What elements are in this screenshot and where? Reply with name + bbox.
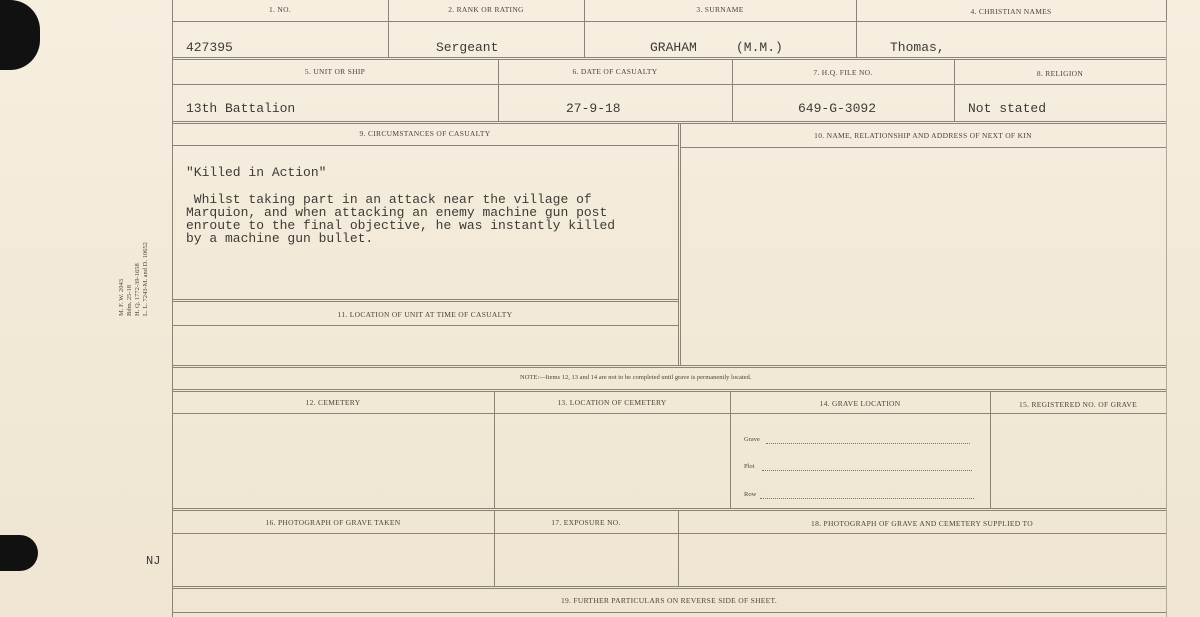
value-rank: Sergeant	[436, 40, 499, 55]
side-print-line-2: Bdm. 25-18	[126, 284, 133, 316]
label-registered-no: 15. REGISTERED NO. OF GRAVE	[1019, 400, 1137, 409]
value-hq-file: 649-G-3092	[798, 101, 877, 116]
label-hq-file: 7. H.Q. FILE NO.	[813, 68, 873, 77]
label-next-of-kin: 10. NAME, RELATIONSHIP AND ADDRESS OF NEXT OF KIN	[814, 131, 1032, 140]
plot-field-label: Plot	[744, 463, 755, 470]
circ-line-3: enroute to the final objective, he was instantly killed	[186, 218, 616, 233]
value-date-casualty: 27-9-18	[566, 101, 621, 116]
label-further-particulars: 19. FURTHER PARTICULARS ON REVERSE SIDE OF SHEET.	[560, 596, 778, 605]
circ-line-1: Whilst taking part in an attack near the village of	[186, 192, 592, 207]
side-print-line-1: M. F. W. 2043	[118, 278, 125, 316]
label-circumstances: 9. CIRCUMSTANCES OF CASUALTY	[359, 129, 491, 138]
label-location-cemetery: 13. LOCATION OF CEMETERY	[557, 398, 667, 407]
label-cemetery: 12. CEMETERY	[305, 398, 361, 407]
circ-line-2: Marquion, and when attacking an enemy machine gun post	[186, 205, 608, 220]
label-rank: 2. RANK OR RATING	[448, 5, 524, 14]
grave-field-line	[766, 443, 970, 444]
value-no: 427395	[186, 40, 233, 55]
label-date-casualty: 6. DATE OF CASUALTY	[572, 67, 658, 76]
value-unit: 13th Battalion	[186, 101, 296, 116]
side-print-line-3: H. Q. 1772-39-1658	[134, 263, 141, 316]
label-photo-taken: 16. PHOTOGRAPH OF GRAVE TAKEN	[265, 518, 401, 527]
label-unit: 5. UNIT OR SHIP	[304, 67, 366, 76]
circ-line-4: by a machine gun bullet.	[186, 231, 374, 246]
label-surname: 3. SURNAME	[696, 5, 744, 14]
label-no: 1. NO.	[268, 5, 291, 14]
side-print	[118, 242, 150, 316]
row-field-line	[760, 498, 974, 499]
label-location-unit: 11. LOCATION OF UNIT AT TIME OF CASUALTY	[337, 310, 513, 319]
label-exposure: 17. EXPOSURE NO.	[551, 518, 621, 527]
label-photo-supplied: 18. PHOTOGRAPH OF GRAVE AND CEMETERY SUPPLIED TO	[811, 519, 1033, 528]
value-honours: (M.M.)	[736, 40, 783, 55]
side-print-line-4: L. L. 7243-M. and D. 10652	[142, 242, 149, 316]
value-christian-names: Thomas,	[890, 40, 945, 55]
value-religion: Not stated	[968, 101, 1047, 116]
label-grave-location: 14. GRAVE LOCATION	[819, 399, 901, 408]
clerk-initials: NJ	[146, 554, 161, 568]
value-surname: GRAHAM	[650, 40, 697, 55]
label-christian-names: 4. CHRISTIAN NAMES	[970, 7, 1052, 16]
row-field-label: Row	[744, 491, 757, 498]
grave-field-label: Grave	[744, 436, 760, 443]
value-circumstances-text	[186, 193, 615, 245]
note-text: NOTE:—Items 12, 13 and 14 are not to be completed until grave is permanently located.	[520, 374, 752, 381]
label-religion: 8. RELIGION	[1036, 69, 1084, 78]
punch-hole-top	[0, 0, 40, 70]
value-circumstances-title: "Killed in Action"	[186, 165, 327, 180]
plot-field-line	[762, 470, 972, 471]
punch-hole-bottom-tab	[0, 546, 8, 558]
